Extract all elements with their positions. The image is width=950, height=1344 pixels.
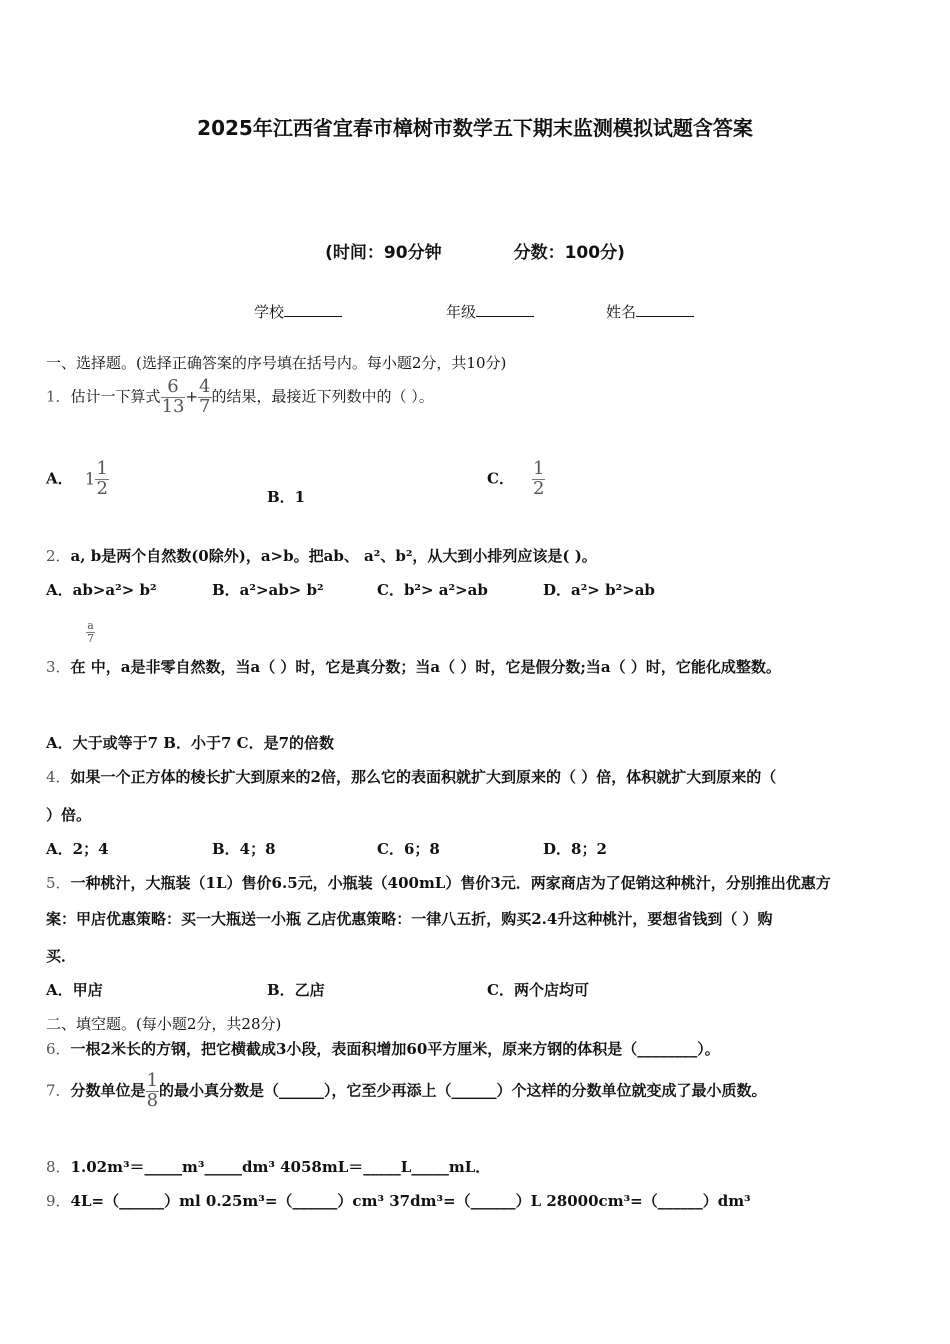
exam-time: (时间：90分钟 [325, 243, 442, 263]
q4-option-c: C．6；8 [377, 840, 440, 858]
q4-text-1: 如果一个正方体的棱长扩大到原来的2倍，那么它的表面积就扩大到原来的（ ）倍，体积就扩大到原来的（ [70, 768, 777, 786]
q4-option-a: A．2；4 [46, 840, 109, 858]
q1-option-c-fraction: $\frac{1}{2}$ [532, 458, 545, 499]
q2-option-c: C．b²> a²>ab [377, 581, 488, 599]
section1-header: 一、选择题。(选择正确答案的序号填在括号内。每小题2分，共10分) [46, 354, 507, 372]
question-3: 3．在 中，a是非零自然数，当a（ ）时，它是真分数；当a（ ）时，它是假分数;当a（ ）时，它能化成整数。 [46, 658, 781, 676]
q2-option-a: A．ab>a²> b² [46, 581, 157, 599]
school-label: 学校 [254, 303, 285, 321]
q1-fraction-1: $\frac{6}{13}$ [161, 376, 185, 417]
school-field [254, 301, 342, 322]
grade-label: 年级 [446, 303, 477, 321]
q1-option-a-fraction: $\frac{1}{2}$ [96, 458, 108, 499]
q5-option-b: B．乙店 [267, 981, 325, 999]
q2-text: a, b是两个自然数(0除外)，a>b。把ab、 a²、b²，从大到小排列应该是( )。 [70, 547, 597, 565]
q9-text: 4L=（______）ml 0.25m³=（______）cm³ 37dm³=（______）L 28000cm³=（______）dm³ [70, 1192, 751, 1210]
name-field [606, 301, 694, 322]
q5-option-c: C．两个店均可 [487, 981, 589, 999]
q5-text-1: 一种桃汁，大瓶装（1L）售价6.5元，小瓶装（400mL）售价3元．两家商店为了促销这种桃汁，分别推出优惠方 [70, 874, 831, 892]
q2-option-d: D．a²> b²>ab [543, 581, 655, 599]
q4-text-2: ）倍。 [46, 806, 92, 824]
q1-plus: + [185, 387, 199, 406]
q5-text-3: 买． [46, 947, 77, 965]
grade-field [446, 301, 534, 322]
q7-fraction: $\frac{1}{8}$ [146, 1070, 159, 1111]
question-9: 9．4L=（______）ml 0.25m³=（______）cm³ 37dm³=（______）L 28000cm³=（______）dm³ [46, 1192, 751, 1210]
q1-option-b: B．1 [267, 488, 306, 506]
question-1 [46, 378, 434, 417]
question-7: 7．分数单位是 $\frac{1}{8}$ 的最小真分数是（______），它至少再添上（______）个这样的分数单位就变成了最小质数。 [46, 1070, 767, 1111]
q8-text: 1.02m³＝_____m³_____dm³ 4058mL＝_____L_____mL． [70, 1158, 491, 1176]
q1-number: 1． [46, 387, 71, 406]
exam-score: 分数：100分) [513, 243, 625, 263]
q5-text-2: 案：甲店优惠策略：买一大瓶送一小瓶 乙店优惠策略：一律八五折，购买2.4升这种桃汁，要想省钱到（ ）购 [46, 910, 773, 928]
name-label: 姓名 [606, 303, 637, 321]
q1-fraction-2: $\frac{4}{7}$ [199, 376, 211, 417]
q2-option-b: B．a²>ab> b² [212, 581, 324, 599]
q7-prefix: 分数单位是 [70, 1081, 146, 1100]
q7-suffix: 的最小真分数是（______），它至少再添上（______）个这样的分数单位就变成了最小质数。 [159, 1081, 767, 1100]
q5-option-a: A．甲店 [46, 981, 103, 999]
section2-header: 二、填空题。(每小题2分，共28分) [46, 1015, 282, 1033]
question-5: 5．一种桃汁，大瓶装（1L）售价6.5元，小瓶装（400mL）售价3元．两家商店为了促销这种桃汁，分别推出优惠方 [46, 874, 831, 892]
q1-suffix: 的结果，最接近下列数中的（ ）。 [211, 387, 434, 406]
q4-option-b: B．4；8 [212, 840, 276, 858]
question-4: 4．如果一个正方体的棱长扩大到原来的2倍，那么它的表面积就扩大到原来的（ ）倍，体积就扩大到原来的（ [46, 768, 777, 786]
q1-option-c: C． $\frac{1}{2}$ [487, 458, 545, 499]
q3-text: 在 中，a是非零自然数，当a（ ）时，它是真分数；当a（ ）时，它是假分数;当a（ ）时，它能化成整数。 [70, 658, 781, 676]
question-6: 6．一根2米长的方钢，把它横截成3小段，表面积增加60平方厘米，原来方钢的体积是（________）。 [46, 1040, 720, 1058]
q1-option-a: A． 1 $\frac{1}{2}$ [46, 458, 108, 499]
question-2: 2．a, b是两个自然数(0除外)，a>b。把ab、 a²、b²，从大到小排列应该是( )。 [46, 547, 597, 565]
q1-prefix: 估计一下算式 [70, 387, 161, 406]
q3-fraction: $\frac{a}{7}$ [87, 619, 94, 645]
document-title: 2025年江西省宜春市樟树市数学五下期末监测模拟试题含答案 [197, 116, 753, 140]
q6-text: 一根2米长的方钢，把它横截成3小段，表面积增加60平方厘米，原来方钢的体积是（________）。 [70, 1040, 720, 1058]
q4-option-d: D．8；2 [543, 840, 607, 858]
exam-meta [0, 238, 950, 263]
q3-options: A．大于或等于7 B．小于7 C．是7的倍数 [46, 734, 335, 752]
question-8: 8．1.02m³＝_____m³_____dm³ 4058mL＝_____L_____mL． [46, 1158, 491, 1176]
